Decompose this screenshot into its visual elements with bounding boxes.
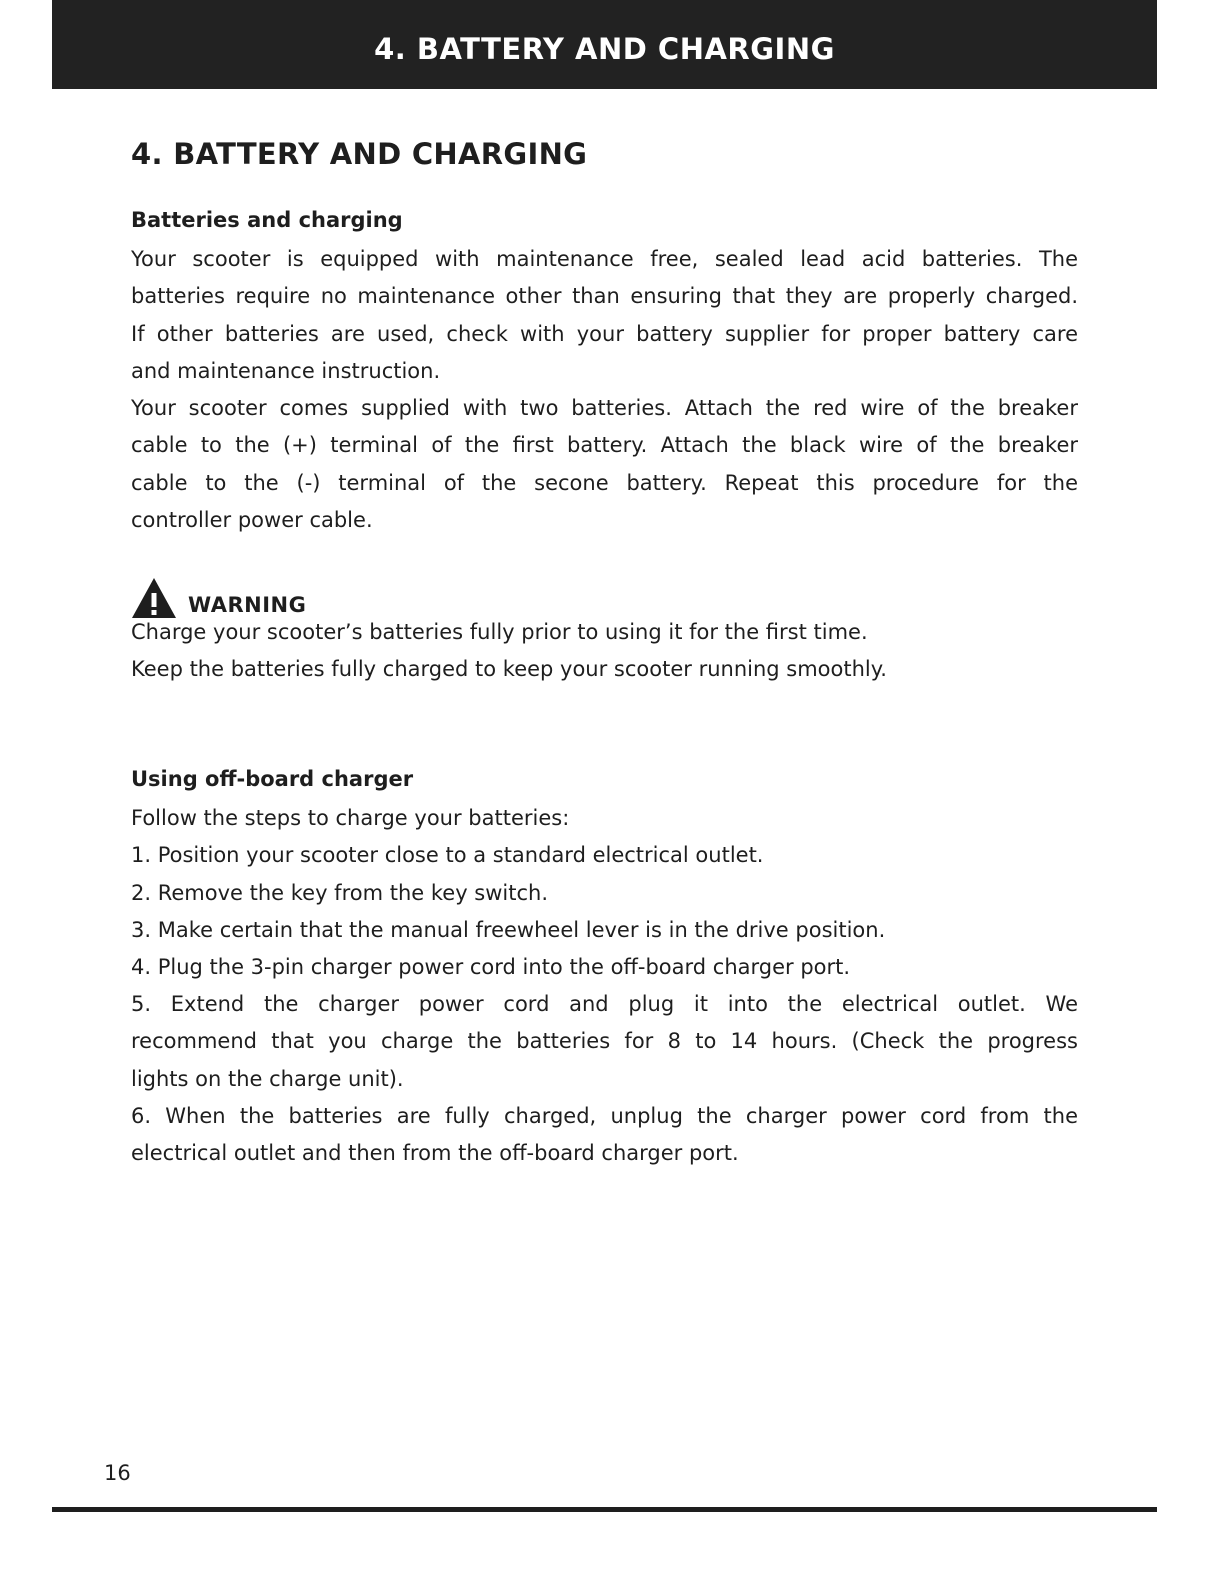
header-band [52, 0, 1157, 89]
text-line: batteries require no maintenance other than ensuring that they are properly charged. [131, 284, 1078, 309]
warning-label: WARNING [188, 593, 307, 617]
footer-rule [52, 1507, 1157, 1512]
charger-steps [131, 800, 1078, 986]
page-title: 4. BATTERY AND CHARGING [131, 137, 588, 171]
batteries-paragraph-1 [131, 241, 1078, 390]
text-line: lights on the charge unit). [131, 1066, 404, 1091]
text-line: Follow the steps to charge your batteries: [131, 806, 570, 830]
list-item: 1. Position your scooter close to a standard electrical outlet. [131, 843, 764, 868]
text-line: electrical outlet and then from the off-board charger port. [131, 1141, 739, 1166]
text-line: cable to the (+) terminal of the first battery. Attach the black wire of the breaker [131, 433, 1078, 458]
text-line: and maintenance instruction. [131, 358, 441, 383]
warning-header [131, 575, 306, 619]
text-line: Charge your scooter’s batteries fully prior to using it for the first time. [131, 620, 868, 644]
list-item: 2. Remove the key from the key switch. [131, 880, 549, 905]
text-line: 6. When the batteries are fully charged, unplug the charger power cord from the [131, 1104, 1078, 1128]
charger-step-5 [131, 986, 1078, 1098]
text-line: 5. Extend the charger power cord and plug it into the electrical outlet. We [131, 992, 1078, 1016]
batteries-paragraph-2 [131, 390, 1078, 539]
charger-step-6 [131, 1098, 1078, 1173]
text-line: Keep the batteries fully charged to keep your scooter running smoothly. [131, 657, 887, 682]
text-line: Your scooter is equipped with maintenance free, sealed lead acid batteries. The [131, 247, 1078, 271]
text-line: recommend that you charge the batteries for 8 to 14 hours. (Check the progress [131, 1029, 1078, 1054]
text-line: cable to the (-) terminal of the secone battery. Repeat this procedure for the [131, 470, 1078, 495]
list-item: 4. Plug the 3-pin charger power cord into the off-board charger port. [131, 955, 851, 980]
batteries-heading: Batteries and charging [131, 208, 403, 232]
page-number: 16 [104, 1461, 131, 1485]
header-band-title: 4. BATTERY AND CHARGING [374, 31, 835, 66]
text-line: Your scooter comes supplied with two batteries. Attach the red wire of the breaker [131, 396, 1078, 420]
charger-heading: Using off-board charger [131, 767, 414, 791]
list-item: 3. Make certain that the manual freewheel lever is in the drive position. [131, 917, 886, 942]
warning-text [131, 614, 1078, 689]
warning-triangle-icon [131, 577, 177, 619]
text-line: If other batteries are used, check with your battery supplier for proper battery care [131, 321, 1078, 346]
text-line: controller power cable. [131, 507, 373, 532]
